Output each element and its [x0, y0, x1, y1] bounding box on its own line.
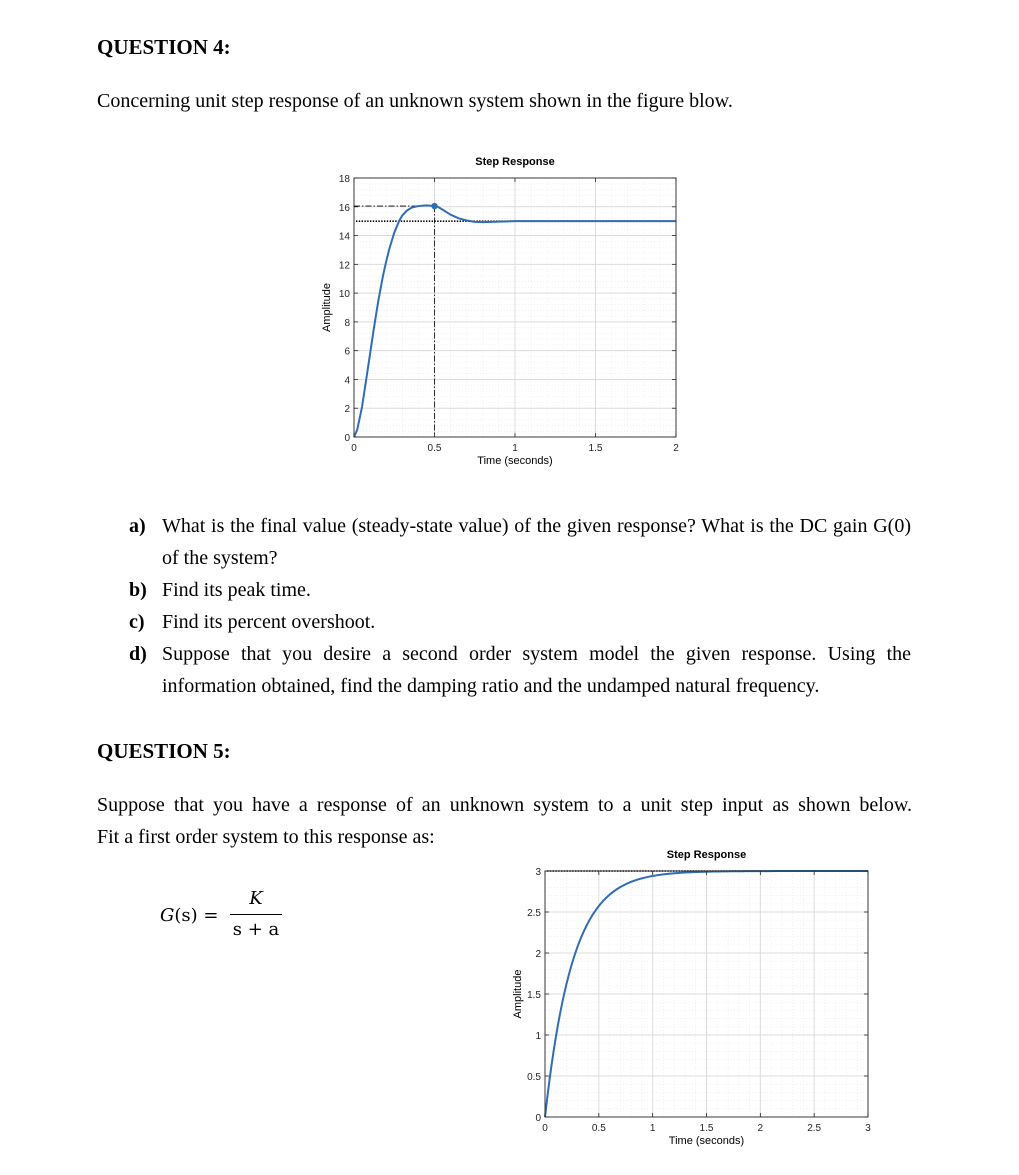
x-tick-label: 0.5	[427, 443, 442, 454]
part-letter: a)	[129, 515, 146, 537]
x-tick-label: 2	[673, 443, 679, 454]
question-5-intro-line-1: Suppose that you have a response of an unknown system to a unit step input as shown below.	[97, 794, 912, 816]
x-axis-label: Time (seconds)	[477, 455, 553, 467]
y-tick-label: 12	[338, 260, 350, 272]
y-tick-label: 6	[344, 346, 350, 358]
y-tick-label: 14	[338, 231, 350, 243]
x-tick-label: 0.5	[591, 1123, 606, 1134]
y-tick-label: 18	[338, 174, 350, 185]
chart-title: Step Response	[666, 849, 747, 861]
part-text: Find its percent overshoot.	[162, 611, 376, 633]
formula-numerator: K	[249, 888, 263, 909]
y-tick-label: 1.5	[527, 990, 541, 1001]
y-axis-label: Amplitude	[321, 283, 333, 332]
part-letter: d)	[129, 643, 147, 665]
part-letter: b)	[129, 579, 147, 601]
chart-title: Step Response	[475, 156, 555, 168]
y-tick-label: 3	[535, 867, 541, 878]
x-tick-label: 1.5	[699, 1123, 714, 1134]
y-tick-label: 0	[344, 433, 350, 444]
y-tick-label: 2	[535, 949, 541, 960]
formula-function-name: G	[160, 905, 175, 926]
x-tick-label: 1	[512, 443, 518, 454]
y-tick-label: 1	[535, 1031, 541, 1042]
x-tick-label: 0	[351, 443, 357, 454]
question-5-intro-line-2: Fit a first order system to this response as:	[97, 826, 435, 848]
y-tick-label: 16	[338, 202, 350, 214]
y-axis-label: Amplitude	[512, 969, 524, 1019]
x-tick-label: 2	[757, 1123, 764, 1134]
x-tick-label: 1.5	[588, 443, 603, 454]
part-letter: c)	[129, 611, 145, 633]
y-tick-label: 2.5	[527, 908, 541, 919]
x-tick-label: 0	[542, 1123, 548, 1134]
question-5-heading: QUESTION 5:	[97, 739, 231, 763]
part-text: Find its peak time.	[162, 579, 311, 601]
y-tick-label: 0	[535, 1113, 541, 1124]
y-tick-label: 2	[344, 404, 350, 416]
y-tick-label: 10	[338, 289, 350, 301]
formula-denominator: s + a	[232, 919, 280, 940]
part-text: Suppose that you desire a second order system model the given response. Using the information obtained, find the damping ratio and the undamped natural frequency.	[162, 643, 911, 697]
y-tick-label: 0.5	[527, 1072, 541, 1083]
x-tick-label: 3	[865, 1123, 871, 1134]
y-tick-label: 8	[344, 317, 350, 329]
formula-argument: (s) =	[174, 905, 219, 926]
x-axis-label: Time (seconds)	[668, 1135, 745, 1147]
part-text: What is the final value (steady-state value) of the given response? What is the DC gain G(0) of the system?	[162, 515, 911, 569]
question-4-heading: QUESTION 4:	[97, 35, 231, 59]
x-tick-label: 2.5	[807, 1123, 822, 1134]
question-4-intro: Concerning unit step response of an unknown system shown in the figure blow.	[97, 90, 733, 112]
x-tick-label: 1	[649, 1123, 656, 1134]
y-tick-label: 4	[344, 375, 350, 387]
